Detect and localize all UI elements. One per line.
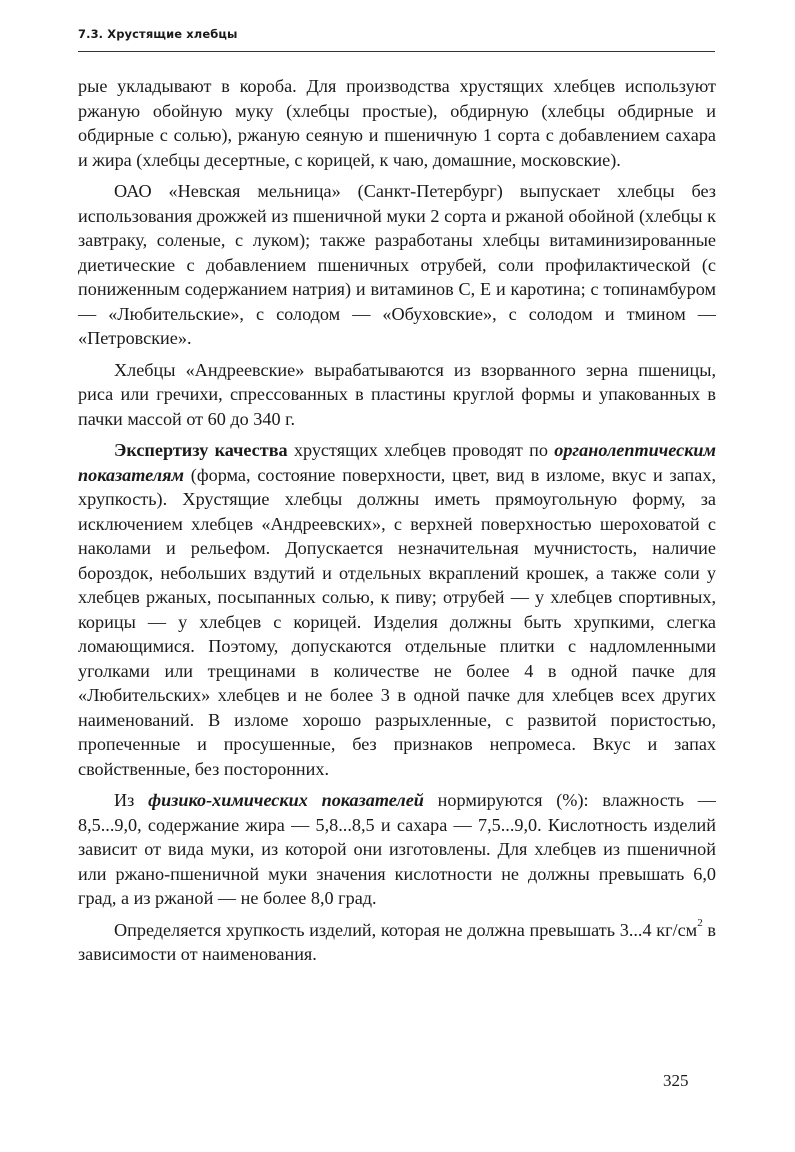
term-quality-expertise: Экспертизу качества bbox=[114, 440, 288, 460]
header-rule bbox=[78, 51, 715, 52]
paragraph-2: ОАО «Невская мельница» (Санкт-Петербург) выпускает хлебцы без использования дрожжей из пшеничной муки 2 сорта и ржаной обойной (хлебцы к завтраку, соленые, с луком); также разработаны хлебцы витаминизированные диетические с добавлением пшеничных отрубей, соли профилактической (с пониженным содержанием натрия) и витаминов С, Е и каротина; с топинамбуром — «Любительские», с солодом — «Обуховские», с солодом и тмином — «Петровские». bbox=[78, 181, 716, 348]
paragraph-5-text-b: нормируются (%): влажность — 8,5...9,0, содержание жира — 5,8...8,5 и сахара — 7,5...9,0. Кислотность изделий зависит от вида муки, из которой они изготовлены. Для хлебцев из пшеничной или ржано-пшеничной муки значения кислотности не должны превышать 6,0 град, а из ржаной — не более 8,0 град. bbox=[78, 790, 716, 908]
paragraph-5 bbox=[78, 788, 716, 911]
paragraph-4 bbox=[78, 438, 716, 781]
running-title: 7.3. Хрустящие хлебцы bbox=[78, 27, 238, 41]
term-organoleptic: органолептическим показателям bbox=[78, 440, 716, 485]
term-physicochemical: физико-химических показателей bbox=[148, 790, 424, 810]
paragraph-1: рые укладывают в короба. Для производства хрустящих хлебцев используют ржаную обойную муку (хлебцы простые), обдирную (хлебцы обдирные и обдирные с солью), ржаную сеяную и пшеничную 1 сорта с добавлением сахара и жира (хлебцы десертные, с корицей, к чаю, домашние, московские). bbox=[78, 76, 716, 170]
paragraph-6 bbox=[78, 918, 716, 967]
paragraph-5-text-a: Из bbox=[114, 790, 149, 810]
paragraph-6-text-a: Определяется хрупкость изделий, которая не должна превышать 3...4 кг/см bbox=[114, 919, 698, 940]
paragraph-4-text-b: (форма, состояние поверхности, цвет, вид в изломе, вкус и запах, хрупкость). Хрустящие хлебцы должны иметь прямоугольную форму, за исключением хлебцев «Андреевских», с верхней поверхностью шероховатой с наколами и рельефом. Допускается незначительная мучнистость, наличие бороздок, небольших вздутий и отдельных вкраплений крошек, а также соли у хлебцев ржаных, посыпанных солью, к пиву; отрубей — у хлебцев спортивных, корицы — у хлебцев с корицей. Изделия должны быть хрупкими, слегка ломающимися. Поэтому, допускаются отдельные плитки с надломленными уголками или трещинами в количестве не более 4 в одной пачке для «Любительских» хлебцев и не более 3 в одной пачке для хлебцев всех других наименований. В изломе хорошо разрыхленные, с развитой пористостью, пропеченные и просушенные, без признаков непромеса. Вкус и запах свойственные, без посторонних. bbox=[78, 464, 716, 779]
paragraph-4-text-a: хрустящих хлебцев проводят по bbox=[287, 440, 555, 460]
body-text bbox=[78, 74, 716, 974]
paragraph-6-text-b: в зависимости от наименования. bbox=[78, 919, 716, 964]
page-number: 325 bbox=[663, 1071, 689, 1090]
superscript-2: 2 bbox=[697, 917, 703, 930]
paragraph-3: Хлебцы «Андреевские» вырабатываются из взорванного зерна пшеницы, риса или гречихи, спрессованных в пластины круглой формы и упакованных в пачки массой от 60 до 340 г. bbox=[78, 359, 716, 429]
